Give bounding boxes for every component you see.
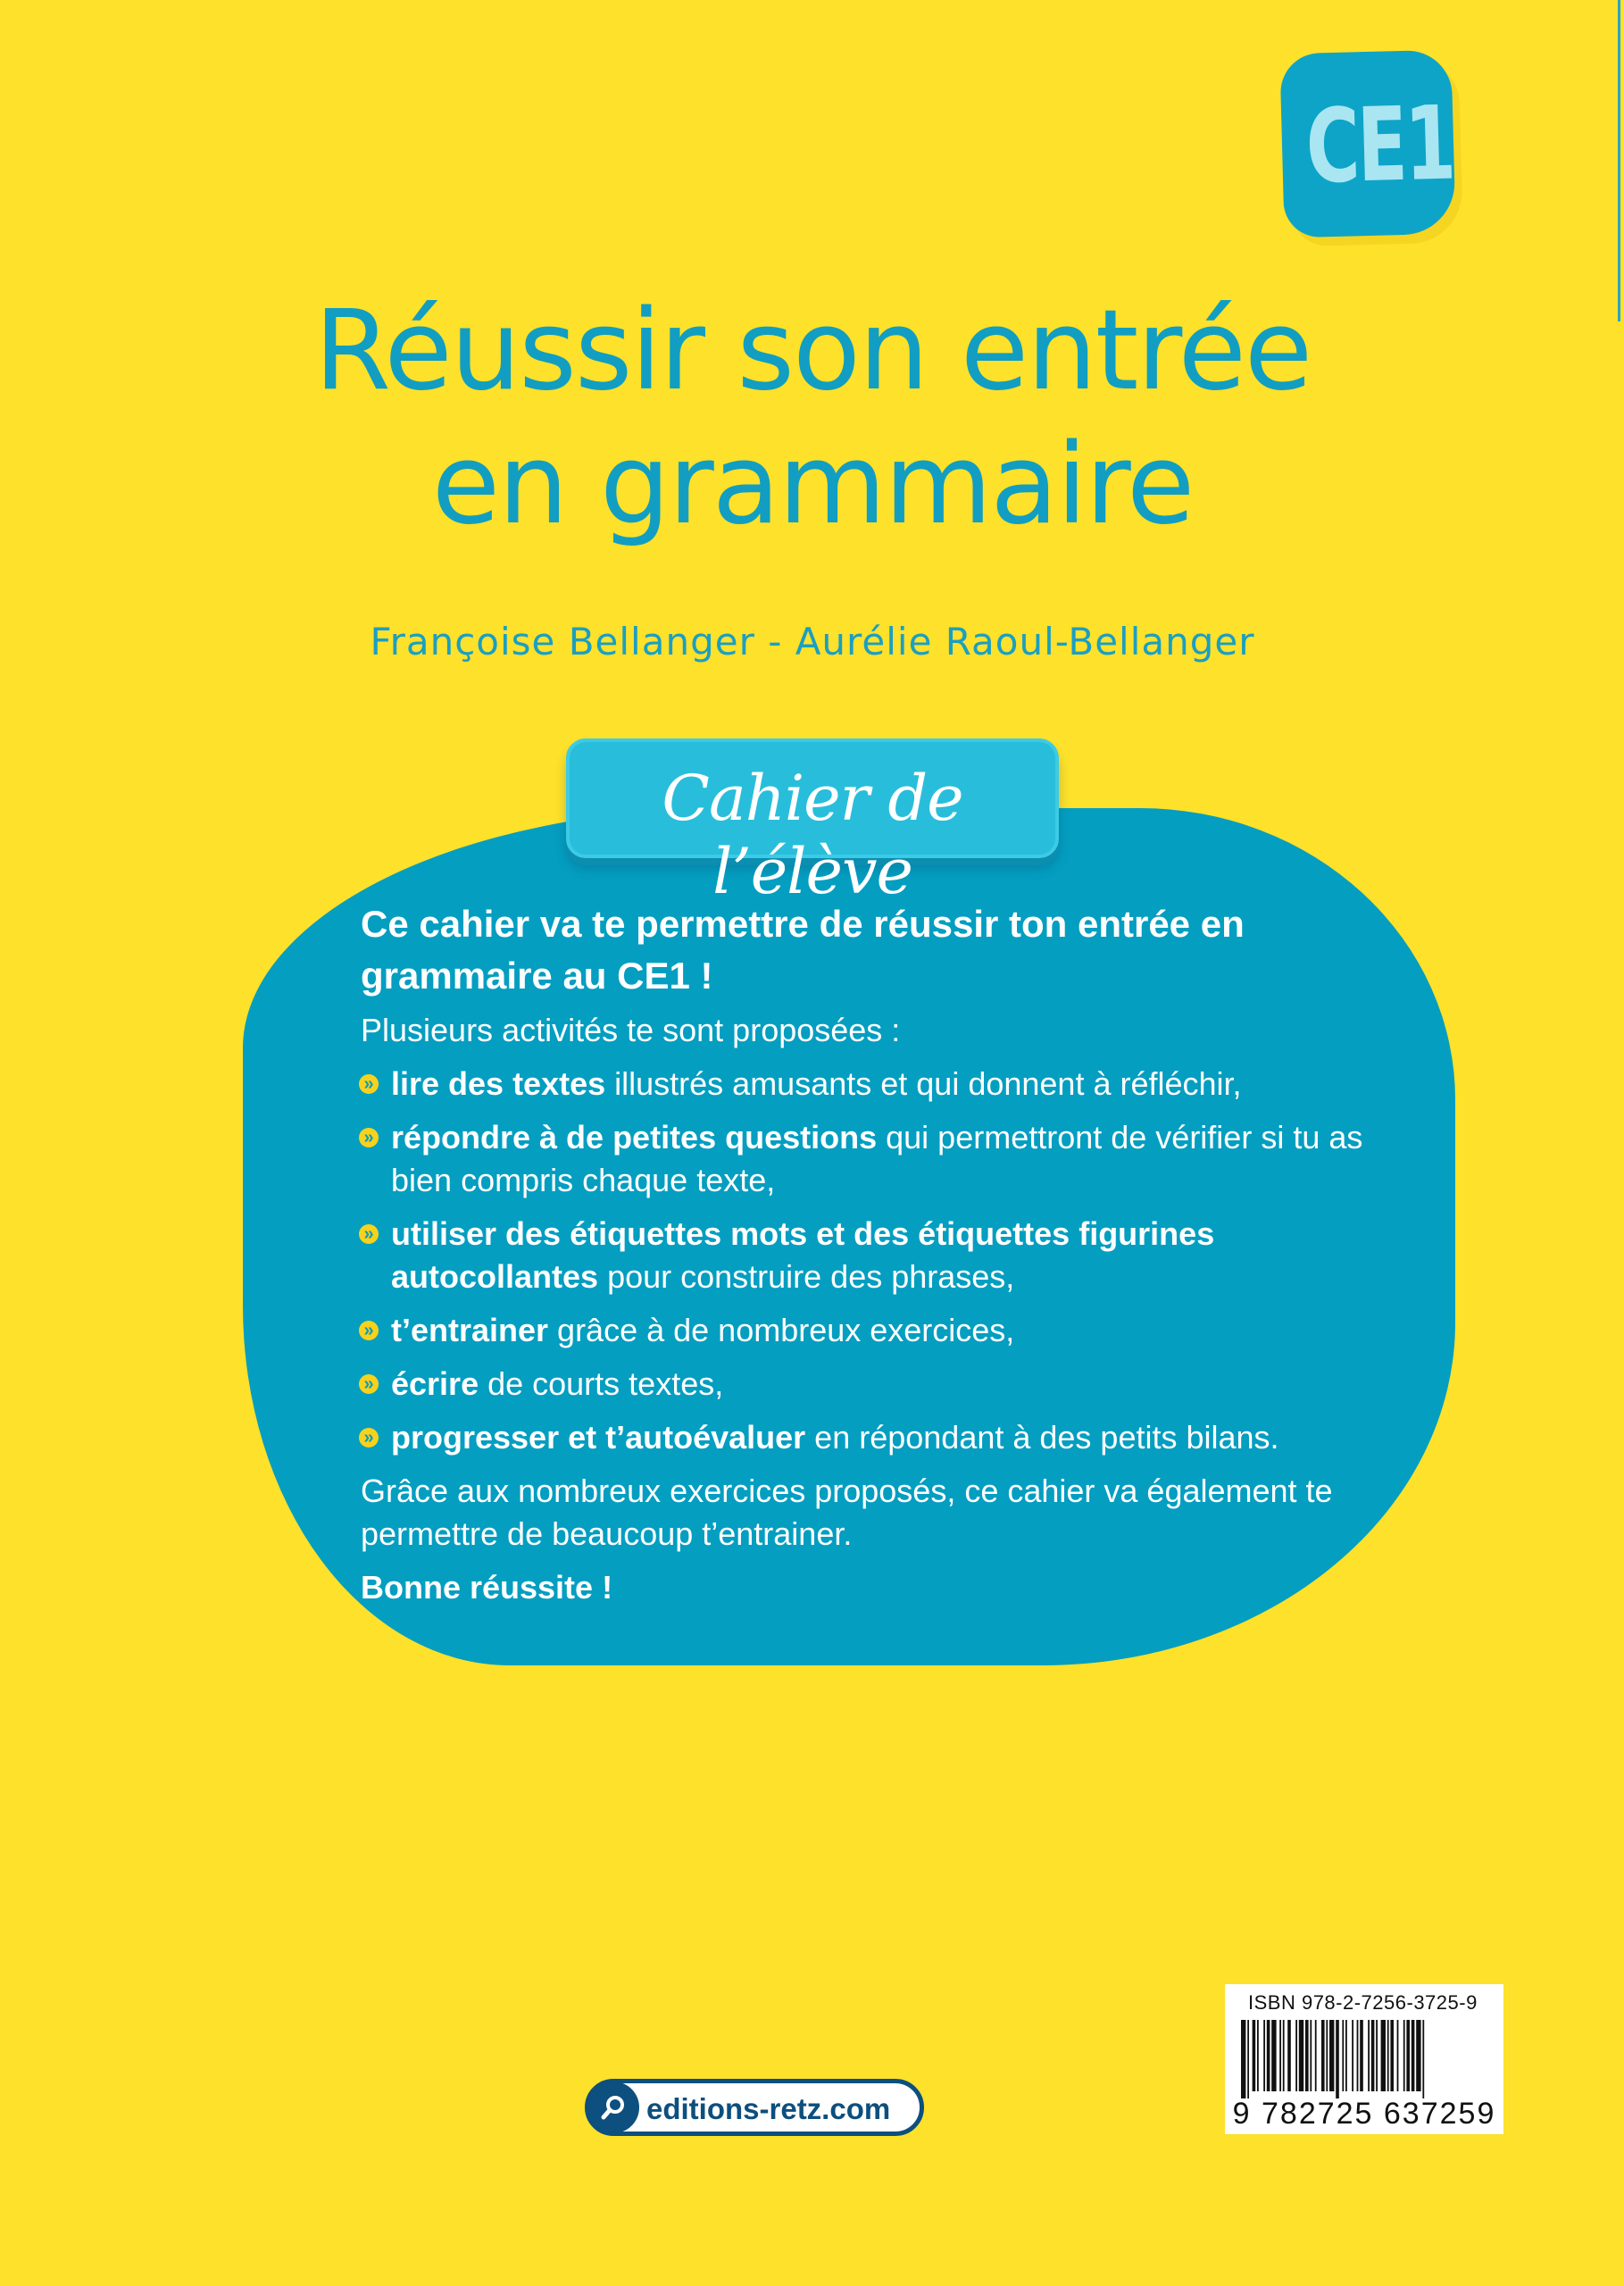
double-chevron-icon: » (359, 1074, 379, 1094)
barcode-bar (1352, 2020, 1353, 2091)
list-item-bold: progresser et t’autoévaluer (391, 1419, 806, 1456)
barcode-bar (1406, 2020, 1410, 2091)
list-item-bold: lire des textes (391, 1065, 606, 1102)
barcode-bar (1305, 2020, 1309, 2091)
list-item-text: illustrés amusants et qui donnent à réfléchir, (605, 1065, 1242, 1102)
book-title (268, 284, 1357, 552)
barcode-bar (1241, 2020, 1245, 2098)
signoff-text: Bonne réussite ! (361, 1569, 613, 1606)
barcode-bar (1376, 2020, 1378, 2091)
list-item-text: de courts textes, (479, 1365, 724, 1402)
barcode-bar (1299, 2020, 1303, 2091)
barcode-bar (1397, 2020, 1399, 2091)
barcode-bar (1247, 2020, 1249, 2098)
list-item (361, 1063, 1396, 1105)
barcode-bar (1371, 2020, 1375, 2091)
title-line-2: en grammaire (431, 421, 1194, 549)
barcode-bar (1310, 2020, 1312, 2091)
double-chevron-icon: » (359, 1224, 379, 1244)
level-badge (1279, 50, 1455, 238)
barcode (1239, 2020, 1489, 2098)
barcode-bar (1315, 2020, 1317, 2091)
barcode-bar (1422, 2020, 1424, 2098)
barcode-bar (1321, 2020, 1325, 2091)
double-chevron-icon: » (359, 1374, 379, 1394)
website-url: editions-retz.com (646, 2092, 891, 2125)
barcode-bar (1360, 2020, 1363, 2091)
list-item-text: grâce à de nombreux exercices, (548, 1312, 1015, 1348)
description-content (361, 898, 1396, 1609)
barcode-bar (1279, 2020, 1281, 2091)
barcode-bar (1267, 2020, 1270, 2091)
outro-text: Grâce aux nombreux exercices proposés, ce cahier va également te permettre de beaucoup t’entrainer. (361, 1473, 1333, 1552)
barcode-bar (1326, 2020, 1328, 2091)
barcode-bar (1403, 2020, 1405, 2091)
activity-list (361, 1063, 1396, 1459)
isbn-label: ISBN 978-2-7256-3725-9 (1248, 1991, 1478, 2014)
list-item-bold: t’entrainer (391, 1312, 549, 1348)
list-item-bold: utiliser des étiquettes mots et des étiquettes figurines autocollantes (391, 1215, 1215, 1295)
student-book-label-text: Cahier de l’élève (662, 762, 963, 908)
edge-line (1618, 0, 1620, 321)
barcode-bar (1329, 2020, 1334, 2091)
barcode-bar (1257, 2020, 1259, 2091)
lead-text: Ce cahier va te permettre de réussir ton entrée en grammaire au CE1 ! (361, 903, 1245, 997)
list-item (361, 1416, 1396, 1459)
barcode-bar (1412, 2020, 1415, 2091)
barcode-bar (1381, 2020, 1386, 2091)
title-line-1: Réussir son entrée (313, 287, 1312, 415)
double-chevron-icon: » (359, 1428, 379, 1448)
list-item (361, 1309, 1396, 1352)
search-icon (587, 2082, 639, 2133)
barcode-bar (1253, 2020, 1256, 2091)
list-item-bold: répondre à de petites questions (391, 1119, 878, 1156)
isbn-block (1225, 1984, 1503, 2134)
double-chevron-icon: » (359, 1321, 379, 1340)
list-item-text: qui permettront de vérifier si tu as bien compris chaque texte, (391, 1119, 1363, 1198)
intro-text: Plusieurs activités te sont proposées : (361, 1012, 901, 1048)
list-item (361, 1116, 1396, 1202)
barcode-bar (1357, 2020, 1359, 2091)
double-chevron-icon: » (359, 1128, 379, 1147)
list-item-bold: écrire (391, 1365, 479, 1402)
barcode-bar (1345, 2020, 1347, 2091)
list-item (361, 1213, 1396, 1298)
list-item-text: en répondant à des petits bilans. (805, 1419, 1279, 1456)
level-label: CE1 (1304, 83, 1455, 206)
list-item (361, 1363, 1396, 1406)
barcode-bar (1368, 2020, 1370, 2091)
student-book-label (566, 738, 1059, 908)
barcode-bar (1336, 2020, 1339, 2098)
barcode-bar (1287, 2020, 1291, 2091)
list-item-text: pour construire des phrases, (598, 1258, 1015, 1295)
barcode-bar (1271, 2020, 1276, 2091)
barcode-bar (1342, 2020, 1344, 2091)
barcode-bar (1387, 2020, 1389, 2091)
website-link[interactable] (585, 2079, 924, 2136)
barcode-bar (1390, 2020, 1394, 2091)
authors: Françoise Bellanger - Aurélie Raoul-Bellanger (370, 620, 1255, 663)
barcode-bar (1263, 2020, 1265, 2091)
barcode-digits: 9 782725 637259 (1232, 2097, 1496, 2131)
barcode-bar (1295, 2020, 1297, 2091)
barcode-bar (1283, 2020, 1285, 2091)
barcode-bar (1416, 2020, 1420, 2091)
